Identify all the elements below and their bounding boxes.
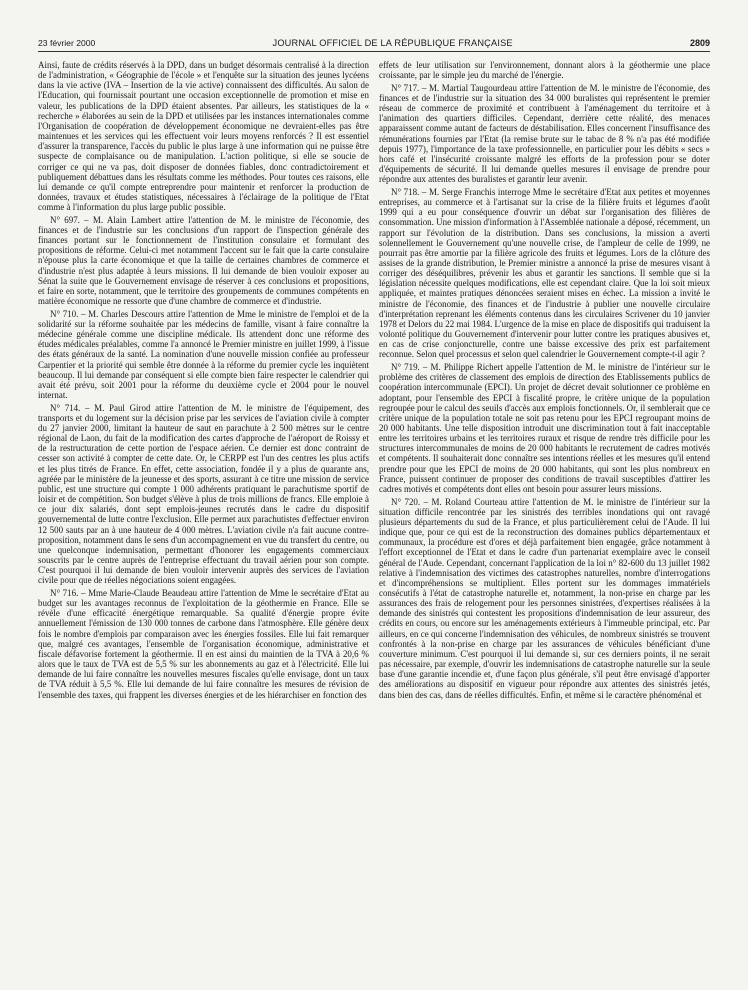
paragraph: N° 720. – M. Roland Courteau attire l'attention de M. le ministre de l'intérieur sur la situation difficile rencontrée par les sinistrés des terribles inondations qui ont ravagé plusieurs départements du sud de la France, et plus particulièrement celui de l'Aude. Il lui indique que, pour ce qui est de la reconstruction des domaines publics départementaux et communaux, la procédure est d'ores et déjà parfaitement bien engagée, grâce notamment à l'effort exceptionnel de l'Etat et dans le cadre d'un partenariat exemplaire avec le conseil général de l'Aude. Cependant, concernant l'application de la loi n° 82-600 du 13 juillet 1982 relative à l'indemnisation des victimes des catastrophes naturelles, nombre d'interrogations et d'incompréhensions se multiplient. Elles portent sur les dommages immatériels consécutifs à l'état de catastrophe naturelle et, notamment, la non-prise en charge par les assurances des frais de relogement pour les personnes sinistrées, d'expertises réalisées à la demande des sinistrés qui contestent les propositions d'indemnisation de leur assureur, des crédits en cours, ou encore sur les aménagements extérieurs à l'immeuble principal, etc. Par ailleurs, en ce qui concerne l'indemnisation des véhicules, de nombreux sinistrés se trouvent confrontés à la non-prise en charge par les assurances de véhicules bénéficiant d'une couverture minimum. C'est pourquoi il lui demande si, sur ces derniers points, il ne serait pas nécessaire, par exemple, d'ouvrir les indemnisations de catastrophe naturelle sur la seule base d'une garantie incendie et, d'une façon plus générale, s'il peut être envisagé d'apporter des améliorations au dispositif en vigueur pour répondre aux attentes des sinistrés jetés, dans bien des cas, dans de réelles difficultés. Enfin, et même si le caractère phénoménal et <box>379 496 710 700</box>
right-column <box>379 60 710 702</box>
paragraph: N° 716. – Mme Marie-Claude Beaudeau attire l'attention de Mme le secrétaire d'Etat au budget sur les avantages reconnus de l'exploitation de la géothermie en France. Elle se révèle d'une efficacité énergétique remarquable. Sa qualité d'énergie propre évite annuellement l'émission de 130 000 tonnes de carbone dans l'atmosphère. Elle génère deux fois le nombre d'emplois par comparaison avec les énergies fossiles. Elle lui fait remarquer que, malgré ces avantages, l'ensemble de l'organisation économique, administrative et fiscale défavorise fortement la géothermie. Il en est ainsi du maintien de la TVA à 20,6 % alors que le taux de TVA est de 5,5 % sur les abonnements au gaz et à l'électricité. Elle lui demande de lui faire connaître les nouvelles mesures fiscales qu'elle envisage, dont un taux de TVA réduit à 5,5 %. Elle lui demande de lui faire connaître les mesures de révision de l'ensemble des taxes, qui frappent les diverses énergies et de les hiérarchiser en fonction des <box>38 587 369 700</box>
page-header <box>38 38 710 52</box>
paragraph: N° 718. – M. Serge Franchis interroge Mme le secrétaire d'Etat aux petites et moyennes entreprises, au commerce et à l'artisanat sur la crise de la filière fruits et légumes d'août 1999 qui a eu pour conséquence d'ouvrir un débat sur l'organisation des filières de consommation. Une mission d'information à l'Assemblée nationale a déposé, récemment, un rapport sur l'évolution de la distribution. Dans ses conclusions, la mission a averti solennellement le Gouvernement qu'une nouvelle crise, de l'ampleur de celle de 1999, ne pourrait pas être amortie par la filière agricole des fruits et légumes. Lors de la clôture des assises de la grande distribution, le Premier ministre a annoncé la prise de mesures visant à corriger des déséquilibres, prévenir les abus et garantir les sanctions. Il semble que si la législation nécessite quelques modifications, elle est cependant claire. Que la loi soit mieux appliquée, et maintes pratiques dénoncées seraient mises en échec. La mission a invité le ministre de l'économie, des finances et de l'industrie à publier une nouvelle circulaire d'interprétation reprenant les éléments contenus dans les circulaires Scrivener du 10 janvier 1978 et Delors du 22 mai 1984. L'urgence de la mise en place de dispositifs qui traduisent la volonté politique du Gouvernement d'intervenir pour lutter contre les pratiques abusives et, en cas de crise conjoncturelle, contre une baisse excessive des prix est parfaitement reconnue. Selon quel processus et selon quel calendrier le Gouvernement compte-t-il agir ? <box>379 186 710 360</box>
paragraph: N° 717. – M. Martial Taugourdeau attire l'attention de M. le ministre de l'économie, des finances et de l'industrie sur la situation des 34 000 buralistes qui représentent le premier réseau de commerce de proximité et contribuent à l'aménagement du territoire et à l'animation des quartiers difficiles. Cependant, derrière cette réalité, des menaces apparaissent comme autant de facteurs de déstabilisation. Elles concernent l'insuffisance des rémunérations fournies par l'Etat (la remise brute sur le tabac de 8 % n'a pas été modifiée depuis 1977), l'importance de la taxe professionnelle, en particulier pour les débits « secs » hors café et l'insécurité croissante malgré les efforts de la profession pour se doter d'équipements de sécurité. Il lui demande quelles mesures il envisage de prendre pour répondre aux attentes des buralistes et garantir leur avenir. <box>379 82 710 185</box>
page-number: 2809 <box>689 38 710 48</box>
paragraph: effets de leur utilisation sur l'environnement, donnant alors à la géothermie une place croissante, par le simple jeu du marché de l'énergie. <box>379 60 710 81</box>
left-column <box>38 60 369 702</box>
paragraph: Ainsi, faute de crédits réservés à la DPD, dans un budget désormais centralisé à la direction de l'administration, « Géographie de l'école » et l'enquête sur la situation des jeunes lycéens dans la vie active (IVA – Insertion de la vie active) connaissent des difficultés. Au salon de l'Education, qui fournissait pourtant une occasion exceptionnelle de promotion et mise en valeur, les publications de la DPD étaient absentes. Par ailleurs, les statistiques de la « recherche » élaborées au sein de la DPD et utilisées par les instances internationales comme l'Organisation de coopération de développement économique ne devraient-elles pas être maintenues et les services qui les effectuent voir leurs moyens renforcés ? Il est essentiel d'assurer la transparence, l'accès du public le plus large à une information qui ne puisse être suspecte de complaisance ou de manipulation. L'action politique, si elle se soucie de corriger ce qui ne va pas, doit disposer de données fiables, donc contradictoirement et publiquement débattues dans les résultats comme les méthodes. Pour toutes ces raisons, elle lui demande ce qu'il compte entreprendre pour maintenir et renforcer la production de données, travaux et études statistiques, nécessaires à l'éclairage de la politique de l'Etat comme à l'information du plus large public possible. <box>38 60 369 213</box>
paragraph: N° 714. – M. Paul Girod attire l'attention de M. le ministre de l'équipement, des transports et du logement sur la décision prise par les services de l'aviation civile à compter du 27 janvier 2000, limitant la hauteur de saut en parachute à 2 500 mètres sur le centre régional de Laon, du fait de la modification des cartes d'approche de l'aéroport de Roissy et de la restructuration de cette portion de l'espace aérien. Ce dernier est donc contraint de cesser son activité à compter de cette date. Or, le CERPP est l'un des centres les plus actifs et les plus titrés de France. En effet, cette association, fondée il y a plus de quarante ans, agréée par le ministère de la jeunesse et des sports, assurant à ce titre une mission de service public, est une structure qui compte 1 000 adhérents pratiquant le parachutisme sportif de loisir et de compétition. Son budget s'élève à plus de trois millions de francs. Elle emploie à ce jour dix salariés, dont sept emplois-jeunes recrutés dans le cadre du dispositif gouvernemental de lutte contre l'exclusion. Elle permet aux parachutistes d'effectuer environ 12 500 sauts par an à une hauteur de 4 000 mètres. L'aviation civile n'a fait aucune contre-proposition, notamment dans le sens d'un accompagnement en vue du transfert du centre, ou une quelconque indemnisation, permettant d'honorer les engagements commerciaux souscrits par le centre auprès de l'entreprise effectuant du travail aérien pour son compte. C'est pourquoi il lui demande de bien vouloir intervenir auprès des services de l'aviation civile pour que de réelles négociations soient engagées. <box>38 402 369 586</box>
paragraph: N° 710. – M. Charles Descours attire l'attention de Mme le ministre de l'emploi et de la solidarité sur la réforme souhaitée par les médecins de famille, visant à faire connaître la médecine générale comme une discipline médicale. Ils attendent donc une réforme des études médicales préalables, comme l'a annoncé le Premier ministre en juillet 1999, à l'issue des états généraux de la santé. La nomination d'une nouvelle mission confiée au professeur Carpentier et la priorité qui semble être donnée à la réforme du premier cycle les inquiètent beaucoup. Il lui demande par conséquent si elle compte bien faire respecter le calendrier qui avait été prévu, soit 2001 pour la réforme du deuxième cycle et 2004 pour le nouvel internat. <box>38 308 369 400</box>
text-columns <box>38 60 710 702</box>
paragraph: N° 697. – M. Alain Lambert attire l'attention de M. le ministre de l'économie, des finances et de l'industrie sur les conclusions d'un rapport de l'inspection générale des finances portant sur le fonctionnement de l'institution consulaire et formulant des propositions de réforme. Celui-ci met notamment l'accent sur le fait que la carte consulaire n'épouse plus la carte économique et que la taille de certaines chambres de commerce et d'industrie n'est plus adaptée à leurs missions. Il lui demande de bien vouloir exposer au Sénat la suite que le Gouvernement envisage de réserver à ces conclusions et propositions, et faire en sorte, notamment, que le territoire des groupements de communes compétents en matière économique ne ressorte que d'une chambre de commerce et d'industrie. <box>38 214 369 307</box>
header-title: JOURNAL OFFICIEL DE LA RÉPUBLIQUE FRANÇAISE <box>272 38 513 48</box>
header-date: 23 février 2000 <box>38 38 96 48</box>
paragraph: N° 719. – M. Philippe Richert appelle l'attention de M. le ministre de l'intérieur sur le problème des critères de classement des emplois de direction des Etablissements publics de coopération intercommunale (EPCI). Un projet de décret devait solutionner ce problème en adoptant, pour l'ensemble des EPCI à fiscalité propre, le critère unique de la population regroupée pour le calcul des seuils d'accès aux emplois fonctionnels. Or, il semblerait que ce critère unique de la population totale ne soit pas retenu pour les EPCI regroupant moins de 20 000 habitants. Une telle disposition introduit une discrimination tout à fait inacceptable entre les territoires urbains et les territoires ruraux et risque de rendre très difficile pour les structures intercommunales de moins de 20 000 habitants le recrutement de cadres motivés et compétents. Il souhaiterait donc connaître ses intentions réelles et les mesures qu'il entend prendre pour que les EPCI de moins de 20 000 habitants, qui sont les plus nombreux en France, puissent continuer de proposer des conditions de travail susceptibles d'attirer les cadres motivés et compétents dont elles ont besoin pour assurer leurs missions. <box>379 362 710 494</box>
